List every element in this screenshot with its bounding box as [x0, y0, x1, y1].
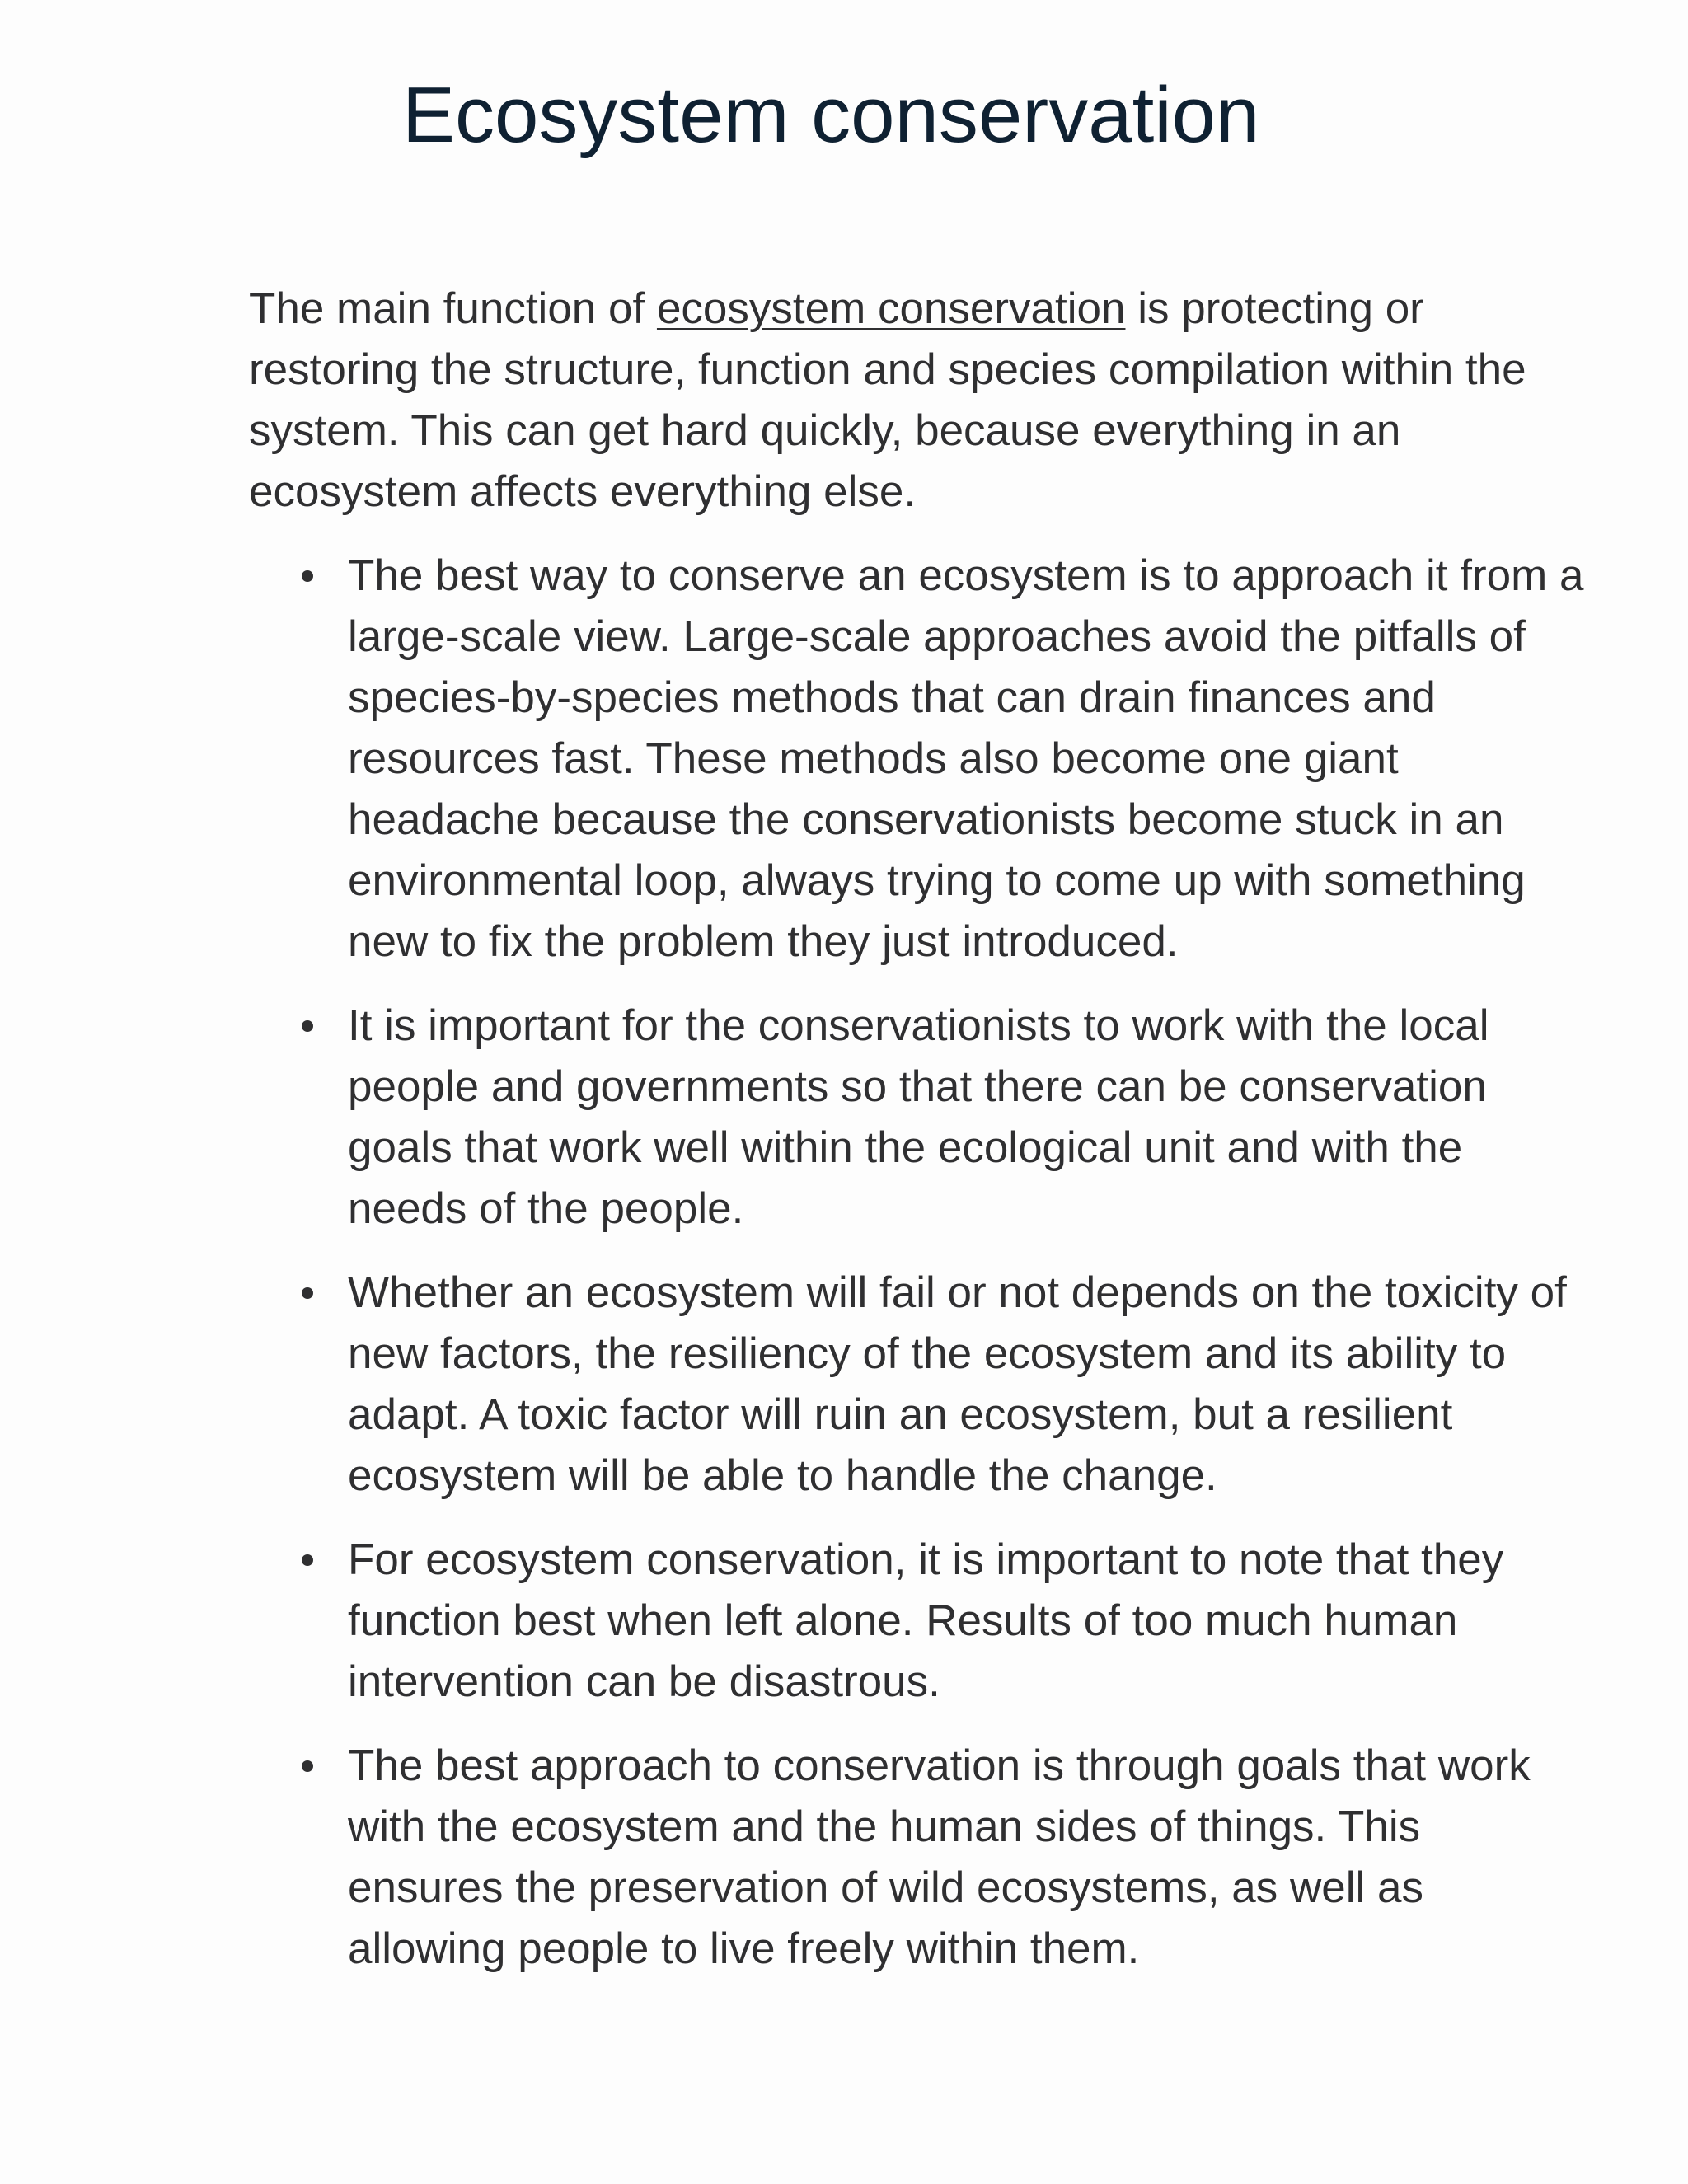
bullet-text: The best way to conserve an ecosystem is to approach it from a large-scale view. Large-scale approaches avoid the pitfalls of species-by-species methods that can drain finances and resources fast. These methods also become one giant headache because the conservationists become stuck in an environmental loop, always trying to come up with something new to fix the problem they just introduced. [348, 551, 1584, 966]
bullet-icon [302, 1020, 313, 1032]
intro-paragraph [249, 279, 1568, 523]
bullet-text: Whether an ecosystem will fail or not depends on the toxicity of new factors, the resiliency of the ecosystem and its ability to adapt. A toxic factor will ruin an ecosystem, but a resilient ecosystem will be able to handle the change. [348, 1268, 1567, 1500]
bullet-item-ecosystem-failure [249, 1263, 1584, 1507]
intro-text-after-link: is protecting or restoring the structure, function and species compilation within the system. This can get hard quickly, because everything in an ecosystem affects everything else. [249, 284, 1526, 516]
bullet-item-local-people [249, 996, 1584, 1240]
bullet-icon [302, 1287, 313, 1299]
bullet-item-best-approach [249, 1736, 1584, 1980]
intro-text-before-link: The main function of [249, 284, 657, 333]
page-title: Ecosystem conservation [402, 71, 1260, 159]
bullet-item-left-alone [249, 1530, 1584, 1713]
bullet-list [249, 546, 1584, 2003]
bullet-text: For ecosystem conservation, it is important to note that they function best when left alone. Results of too much human intervention can be disastrous. [348, 1535, 1504, 1706]
bullet-text: It is important for the conservationists to work with the local people and governments so that there can be conservation goals that work well within the ecological unit and with the needs of the people. [348, 1001, 1489, 1233]
bullet-text: The best approach to conservation is through goals that work with the ecosystem and the human sides of things. This ensures the preservation of wild ecosystems, as well as allowing people to live freely within them. [348, 1741, 1531, 1973]
ecosystem-conservation-link[interactable]: ecosystem conservation [656, 284, 1126, 333]
bullet-item-large-scale-view [249, 546, 1584, 972]
bullet-icon [302, 570, 313, 582]
bullet-icon [302, 1554, 313, 1566]
bullet-icon [302, 1760, 313, 1772]
